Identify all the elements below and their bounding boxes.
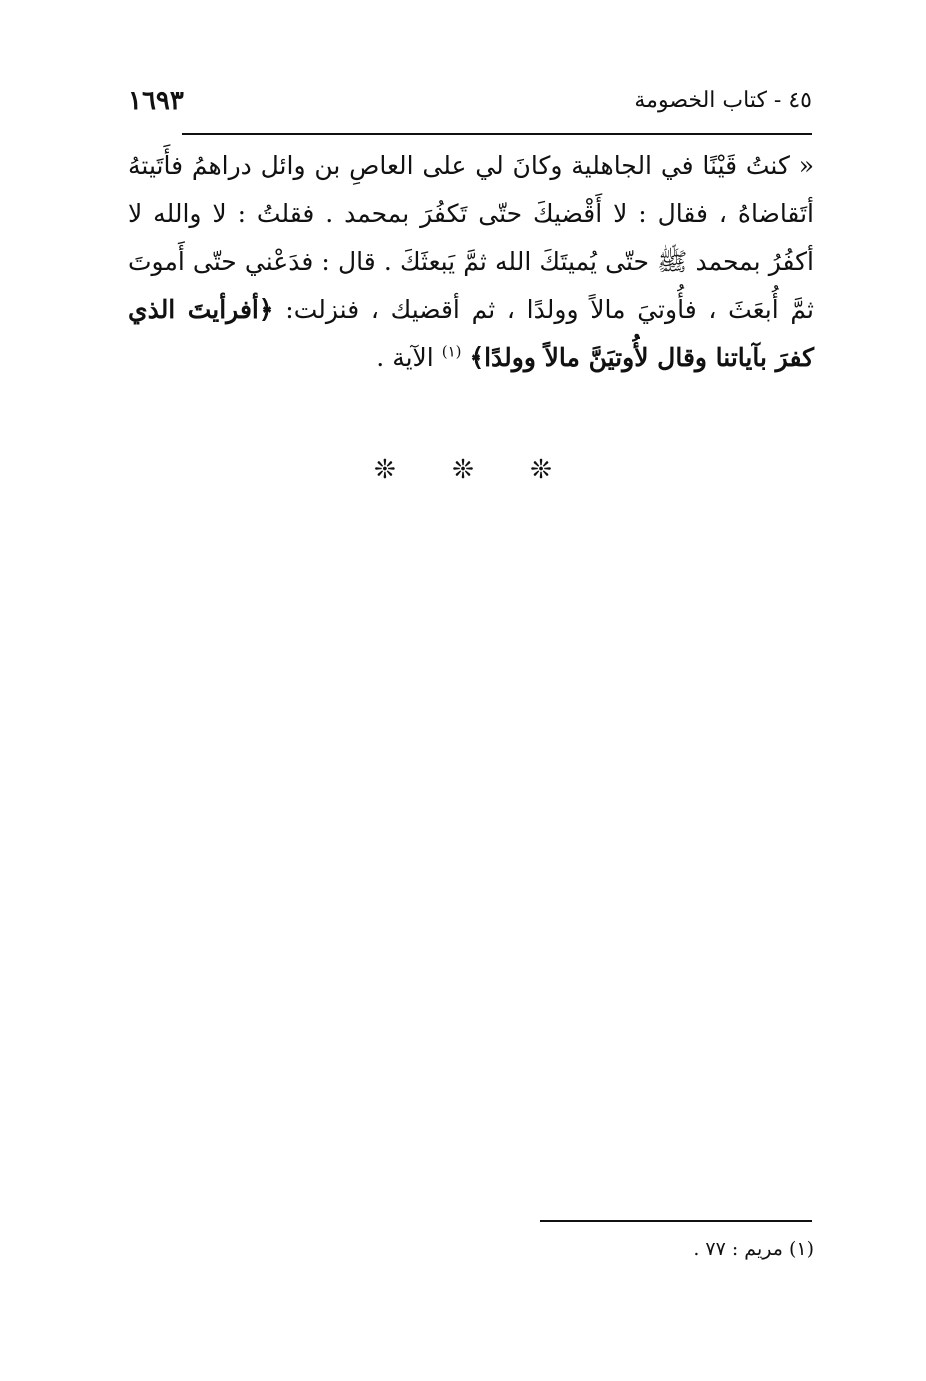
footnote-rule <box>540 1220 812 1222</box>
asterism-icon: ❊ <box>530 455 552 485</box>
body-paragraph <box>128 142 814 382</box>
footnote: (١) مريم : ٧٧ . <box>693 1238 814 1260</box>
page-header <box>128 86 812 122</box>
header-rule <box>182 133 812 135</box>
page-number: ١٦٩٣ <box>128 86 184 116</box>
asterism-icon: ❊ <box>452 455 474 485</box>
footnote-reference: (١) <box>441 342 462 361</box>
running-title: ٤٥ - كتاب الخصومة <box>634 88 812 113</box>
body-text: « كنتُ قَيْنًا في الجاهلية وكانَ لي على العاصِ بن وائل دراهمُ فأَتَيتهُ أتَقاضاهُ ، فقال : لا أَقْضيكَ حتّى تَكفُرَ بمحمد . فقلتُ : لا والله لا أكفُرُ بمحمد ﷺ حتّى يُميتَكَ الله ثمَّ يَبعثَكَ . قال : فدَعْني حتّى أَموتَ ثمَّ أُبعَثَ ، فأُوتيَ مالاً وولدًا ، ثم أقضيك ، فنزلت: <box>128 151 815 324</box>
quran-verse: ﴿أفرأيتَ الذي كفرَ بآياتنا وقال لأُوتيَنَّ مالاً وولدًا﴾ <box>128 295 814 372</box>
section-separator <box>0 455 926 485</box>
asterism-icon: ❊ <box>374 455 396 485</box>
verse-tail: الآية . <box>376 343 434 372</box>
